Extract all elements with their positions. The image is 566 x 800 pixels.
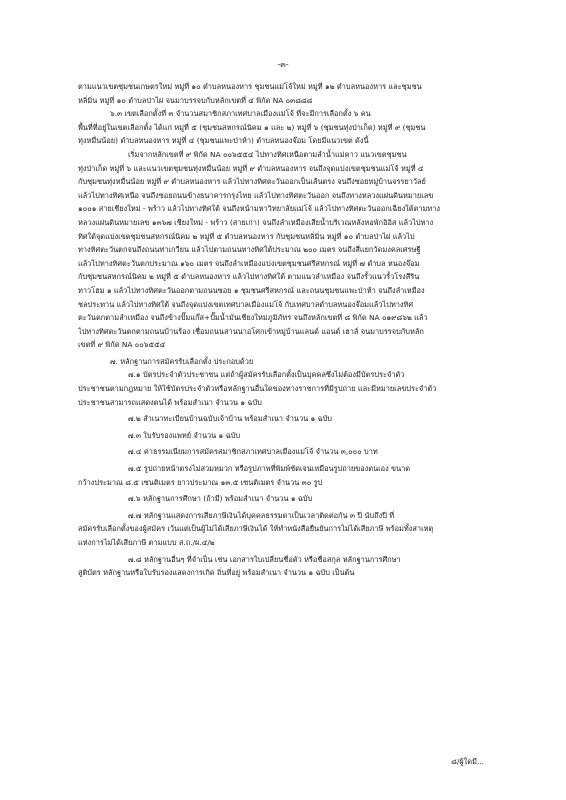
text-line: ๗.๒ สำเนาทะเบียนบ้านฉบับเจ้าบ้าน พร้อมสำเนา จำนวน ๑ ฉบับ [128, 414, 332, 424]
text-line: ทาวโฮม ๑ แล้วไปทางทิศตะวันออกตามถนนซอย ๑ ชุมชนศรีสหกรณ์ และถนนชุมชนแพะป่าห้า จนถึงลำเหมือง [78, 285, 425, 295]
text-line: เขตที่ ๙ พิกัด NA ๐๐๖๕๕๔ [78, 340, 166, 350]
text-line: พื้นที่ที่อยู่ในเขตเลือกตั้ง ได้แก่ หมู่ที่ ๕ (ชุมชนสหกรณ์นิคม ๑ และ ๒) หมู่ที่ ๖ (ชุมชนทุ่งป่าเก็ด) หมู่ที่ ๙ (ชุมชน [78, 122, 426, 132]
text-line: ตะวันตกตามลำเหมือง จนถึงข้างปั๊มแก๊ส+ปั๊มน้ำมันเชียงใหม่ภูมิภัทร จนถึงหลักเขตที่ ๘ พิกัด NA ๐๑๙๘๖๒ แล้ว [78, 313, 428, 323]
text-line: ประชาชนตามกฎหมาย ให้ใช้บัตรประจำตัวหรือหลักฐานอื่นใดของทางราชการที่มีรูปถ่าย และมีหมายเลขประจำตัว [78, 384, 437, 394]
text-line: แล้วไปทางทิศตะวันตกประมาณ ๑๖๐ เมตร จนถึงลำเหมืองแบ่งเขตชุมชนศรีสหกรณ์ หมู่ที่ ๗ ตำบล หนองจ๊อม [78, 258, 420, 268]
text-line: ประชาชนสามารถแสดงตนได้ พร้อมสำเนา จำนวน ๑ ฉบับ [78, 397, 262, 407]
text-line: ทางทิศตะวันตกจนถึงถนนท่าเกวียน แล้วไปตามถนนทางทิศใต้ประมาณ ๒๐๐ เมตร จนถึงสี่แยกวัดมงคลเศรษฐี [78, 245, 421, 255]
text-line: หลวงแผ่นดินหมายเลข ๑๓๖๗ เชียงใหม่ - พร้าว (สายเก่า) จนถึงลำเหมืองเสียน้ำบริเวณหลังหอพักอิอิส แล้วไปทาง [78, 217, 434, 227]
text-line: ทุ่งหมื่นน้อย) ตำบลหนองหาร หมู่ที่ ๔ (ชุมชนแพะป่าห้า) ตำบลหนองจ๊อม โดยมีแนวเขต ดังนี้ [78, 136, 369, 146]
text-line: ทุ่งป่าเก็ด หมู่ที่ ๖ และแนวเขตชุมชนทุ่งหมื่นน้อย หมู่ที่ ๙ ตำบลหนองหาร จนถึงจุดแบ่งเขตชุมชนแม่โจ้ หมู่ที่ ๔ [78, 163, 424, 173]
document-body [78, 80, 516, 580]
text-line: ๑๐๐๑ สายเชียงใหม่ - พร้าว แล้วไปทางทิศใต้ จนถึงหน้ามหาวิทยาลัยแม่โจ้ แล้วไปทางทิศตะวันออกเฉียงใต้ตามทาง [78, 204, 441, 214]
text-line: แล้วไปทางทิศเหนือ จนถึงซอยถนนข้างธนาคารกรุงไทย แล้วไปทางทิศตะวันออก จนถึงทางหลวงแผ่นดินหมายเลข [78, 190, 434, 200]
text-line: สมัครรับเลือกตั้งของผู้สมัคร เว้นแต่เป็นผู้ไม่ได้เสียภาษีเงินได้ ให้ทำหนังสือยืนยันการไม่ได้เสียภาษี พร้อมทั้งสาเหตุ [78, 524, 434, 534]
text-line: ๗.๑ บัตรประจำตัวประชาชน แต่ถ้าผู้สมัครรับเลือกตั้งเป็นบุคคลซึ่งไม่ต้องมีบัตรประจำตัว [128, 370, 405, 380]
text-line: ๗.๘ หลักฐานอื่นๆ ที่จำเป็น เช่น เอกสารใบเปลี่ยนชื่อตัว หรือชื่อสกุล หลักฐานการศึกษา [128, 554, 401, 564]
text-line: กับชุมชนสหกรณ์นิคม ๒ หมู่ที่ ๕ ตำบลหนองหาร แล้วไปทางทิศใต้ ตามแนวลำเหมือง จนถึงรั้วแนวรั้วโรงสีริน [78, 272, 420, 282]
text-line: ๗. หลักฐานการสมัครรับเลือกตั้ง ประกอบด้วย [110, 356, 254, 366]
continuation-note: ๘/ผู้ใดมี... [451, 757, 484, 766]
text-line: ๗.๗ หลักฐานแสดงการเสียภาษีเงินได้บุคคลธรรมดาเป็นเวลาติดต่อกัน ๓ ปี นับถึงปี ที่ [128, 510, 395, 520]
text-line: แห่งการไม่ได้เสียภาษี ตามแบบ ส.ถ./ผ.๔/๒ [78, 538, 215, 547]
text-line: ทิศใต้จุดแบ่งเขตชุมชนสหกรณ์นิคม ๒ หมู่ที่ ๕ ตำบลหนองหาร กับชุมชนหลิ่มิ่น หมู่ที่ ๑๐ ตำบลป่าไผ่ แล้วไป [78, 231, 415, 241]
text-line: ไปทางทิศตะวันตกตามถนนบ้านร้อง เชื่อมถนนสานนาอโศกเข้าหมู่บ้านแลนด์ แอนด์ เฮาส์ จนมาบรรจบกับหลัก [78, 326, 424, 336]
text-line: สูติบัตร หลักฐานหรือใบรับรองแสดงการเกิด ถิ่นที่อยู่ พร้อมสำเนา จำนวน ๑ ฉบับ เป็นต้น [78, 568, 355, 578]
text-line: ๗.๓ ใบรับรองแพทย์ จำนวน ๑ ฉบับ [128, 430, 241, 440]
text-line: ๖.๓ เขตเลือกตั้งที่ ๓ จำนวนสมาชิกสภาเทศบาลเมืองแม่โจ้ ที่จะมีการเลือกตั้ง ๖ คน [110, 109, 371, 119]
page-number: -๓- [277, 60, 289, 69]
text-line: ตามแนวเขตชุมชนเกษตรใหม่ หมู่ที่ ๑๐ ตำบลหนองหาร ชุมชนแม่โจ้ใหม่ หมู่ที่ ๑๒ ตำบลหนองหาร และชุมชน [78, 82, 422, 91]
text-line: ๗.๕ รูปถ่ายหน้าตรงไม่สวมหมวก หรือรูปภาพที่พิมพ์ชัดเจนเหมือนรูปถ่ายของตนเอง ขนาด [128, 464, 411, 474]
text-line: หลิ่มิ่น หมู่ที่ ๑๐ ตำบลป่าไผ่ จนมาบรรจบกับหลักเขตที่ ๔ พิกัด NA ๐๓๘๘๘ [78, 95, 313, 105]
text-line: เริ่มจากหลักเขตที่ ๙ พิกัด NA ๐๐๖๕๕๔ ไปทางทิศเหนือตามลำน้ำแม่คาว แนวเขตชุมชน [128, 149, 407, 159]
text-line: ๗.๖ หลักฐานการศึกษา (ถ้ามี) พร้อมสำเนา จำนวน ๑ ฉบับ [128, 494, 313, 504]
text-line: ๗.๔ ค่าธรรมเนียมการสมัครสมาชิกสภาเทศบาลเมืองแม่โจ้ จำนวน ๓,๐๐๐ บาท [128, 447, 378, 457]
text-line: ชลประทาน แล้วไปทางทิศใต้ จนถึงจุดแบ่งเขตเทศบาลเมืองแม่โจ้ กับเทศบาลตำบลหนองจ๊อมแล้วไปทางทิศ [78, 299, 414, 309]
text-line: กับชุมชนทุ่งหมื่นน้อย หมู่ที่ ๙ ตำบลหนองหาร แล้วไปทางทิศตะวันออกเป็นเส้นตรง จนถึงซอยหมู่บ้านจรรยาวัลย์ [78, 177, 426, 187]
text-line: กว้างประมาณ ๘.๕ เซนติเมตร ยาวประมาณ ๑๓.๕ เซนติเมตร จำนวน ๓๐ รูป [78, 477, 323, 487]
